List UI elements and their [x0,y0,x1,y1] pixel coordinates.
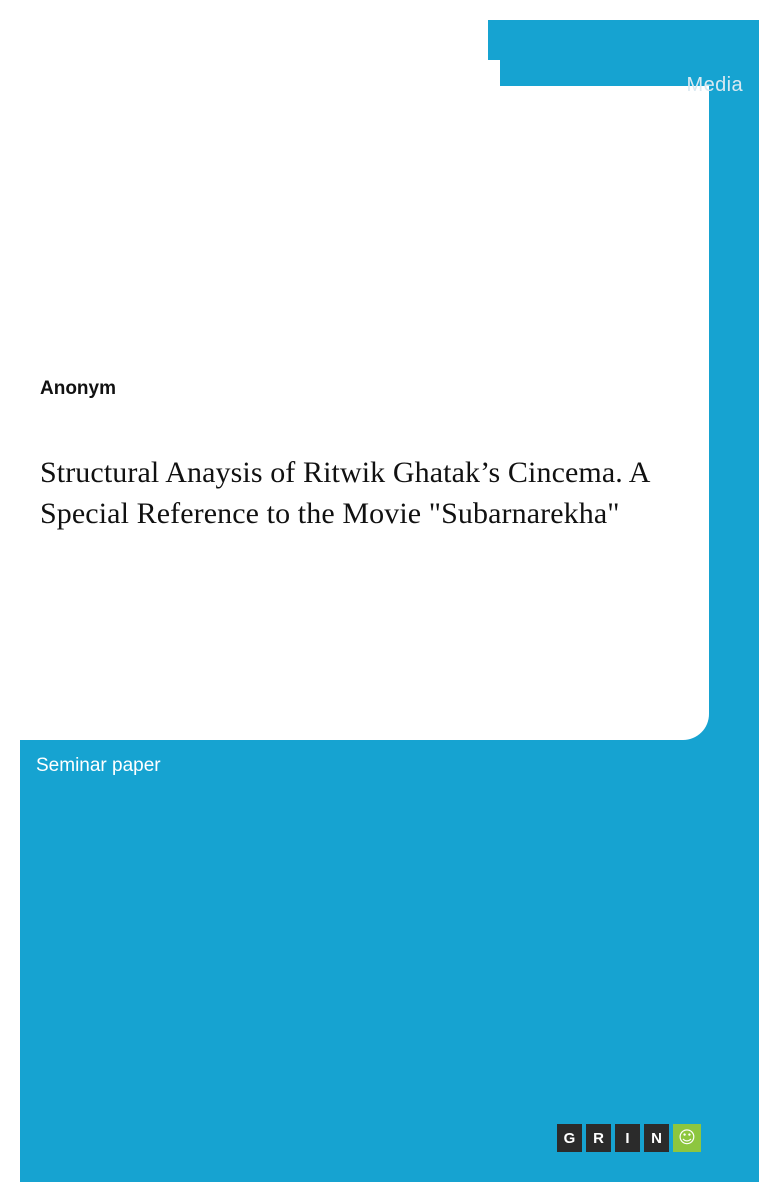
author-name: Anonym [40,378,116,399]
page-title: Structural Anaysis of Ritwik Ghatak’s Cincema. A Special Reference to the Movie "Subarnarekha" [40,456,649,530]
cover-left-margin [0,0,20,1200]
cover-tab-cutout [18,18,488,90]
logo-letter-r: R [586,1124,611,1152]
smiley-icon: ☺ [673,1124,701,1152]
cover-white-panel [0,86,709,740]
category-label: Media [686,74,743,96]
grin-logo [557,1124,701,1152]
logo-letter-n: N [644,1124,669,1152]
document-type-label: Seminar paper [36,755,161,776]
cover-top-margin [0,0,777,20]
logo-letter-i: I [615,1124,640,1152]
logo-letter-g: G [557,1124,582,1152]
